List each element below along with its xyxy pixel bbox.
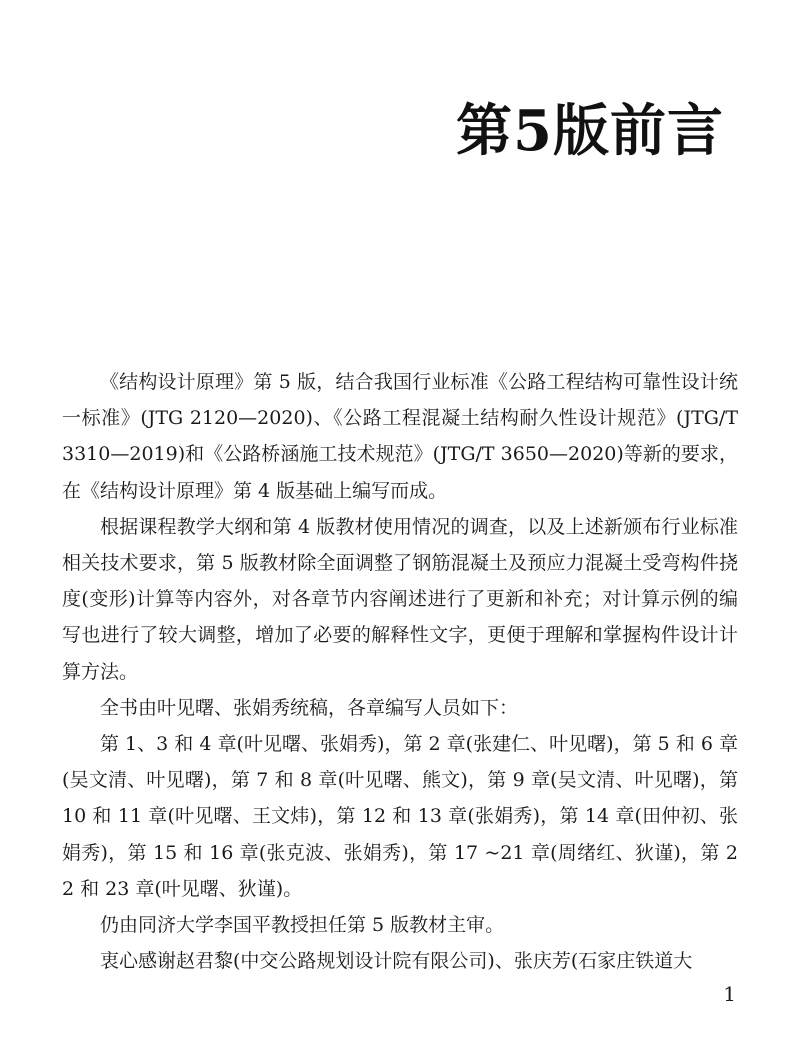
paragraph-editors: 全书由叶见曙、张娟秀统稿，各章编写人员如下： (100, 696, 519, 719)
paragraph-reviewer: 仍由同济大学李国平教授担任第 5 版教材主审。 (100, 914, 505, 937)
chapter-title: 第5版前言 (456, 98, 724, 164)
paragraph-intro: 《结构设计原理》第 5 版，结合我国行业标准《公路工程结构可靠性设计统一标准》(JTG 2120—2020)、《公路工程混凝土结构耐久性设计规范》(JTG/T 3310—2019)和《公路桥涵施工技术规范》(JTG/T 3650—2020)等新的要求，在《结构设计原理》第 4 版基础上编写而成。 (62, 371, 738, 502)
paragraph-chapter-authors: 第 1、3 和 4 章(叶见曙、张娟秀)，第 2 章(张建仁、叶见曙)，第 5 和 6 章(吴文清、叶见曙)，第 7 和 8 章(叶见曙、熊文)，第 9 章(吴文清、叶见曙)，第 10 和 11 章(叶见曙、王文炜)，第 12 和 13 章(张娟秀)，第 14 章(田仲初、张娟秀)，第 15 和 16 章(张克波、张娟秀)，第 17 ~21 章(周绪红、狄谨)，第 22 和 23 章(叶见曙、狄谨)。 (62, 733, 738, 900)
page-number: 1 (723, 982, 736, 1006)
preface-body (62, 364, 738, 979)
paragraph-acknowledgement: 衷心感谢赵君黎(中交公路规划设计院有限公司)、张庆芳(石家庄铁道大 (100, 950, 693, 973)
paragraph-revision: 根据课程教学大纲和第 4 版教材使用情况的调查，以及上述新颁布行业标准相关技术要求，第 5 版教材除全面调整了钢筋混凝土及预应力混凝土受弯构件挠度(变形)计算等内容外，对各章节内容阐述进行了更新和补充；对计算示例的编写也进行了较大调整，增加了必要的解释性文字，更便于理解和掌握构件设计计算方法。 (62, 515, 738, 683)
